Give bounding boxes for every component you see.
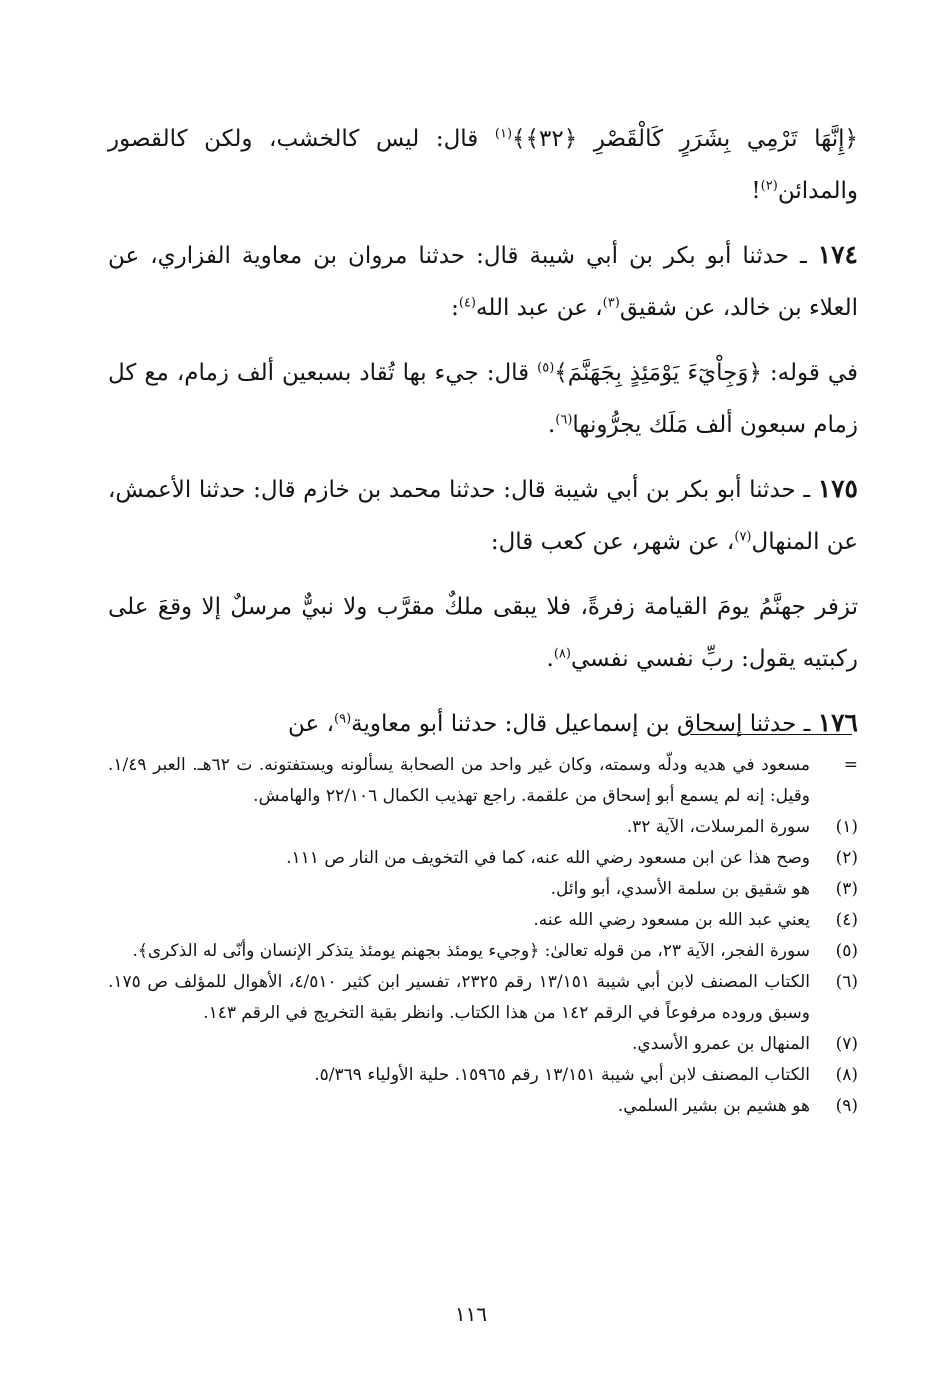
footnote-number: (١) — [835, 817, 858, 837]
footnote-number: (٢) — [835, 848, 858, 868]
hadith-number: ١٧٤ — [817, 240, 858, 269]
footnote-5 — [108, 936, 858, 967]
footnote-4 — [108, 905, 858, 936]
footnote-ref[interactable]: (٨) — [553, 646, 571, 662]
footnote-number: = — [843, 755, 858, 775]
footnote-text: هو هشيم بن بشير السلمي. — [617, 1096, 810, 1116]
footnote-text: هو شقيق بن سلمة الأسدي، أبو وائل. — [550, 879, 810, 899]
footnote-text: الكتاب المصنف لابن أبي شيبة ١٣/١٥١ رقم ٢٣٢٥، تفسير ابن كثير ٤/٥١٠، الأهوال للمؤلف ص ١٧٥. وسبق وروده مرفوعاً في الرقم ١٤٢ من هذا الكتاب. وانظر بقية التخريج في الرقم ١٤٣. — [108, 972, 811, 1023]
footnote-6 — [108, 967, 858, 1029]
paragraph-text: . — [547, 412, 556, 438]
footnote-ref[interactable]: (١) — [494, 126, 513, 142]
footnote-ref[interactable]: (٧) — [734, 529, 752, 545]
paragraph-text: ، عن شهر، عن كعب قال: — [490, 529, 735, 555]
footnote-8 — [108, 1060, 858, 1091]
footnote-text: سورة المرسلات، الآية ٣٢. — [626, 817, 810, 837]
footnote-ref[interactable]: (٢) — [760, 178, 778, 194]
footnote-number: (٤) — [835, 910, 858, 930]
footnote-9 — [108, 1091, 858, 1122]
footnote-ref[interactable]: (٦) — [555, 412, 573, 428]
footnote-text: سورة الفجر، الآية ٢٣، من قوله تعالىٰ: ﴿وجيء يومئذ بجهنم يومئذ يتذكر الإنسان وأنّى له الذكرى﴾. — [132, 941, 810, 961]
footnote-number: (٣) — [835, 879, 858, 899]
footnote-ref[interactable]: (٤) — [458, 295, 476, 311]
main-text — [108, 112, 858, 762]
quran-quote: ﴿إِنَّهَا تَرْمِي بِشَرَرٍ كَالْقَصْرِ ﴿٣٢﴾﴾ — [512, 126, 858, 152]
footnote-2 — [108, 843, 858, 874]
paragraph-text: تزفر جهنَّمُ يومَ القيامة زفرةً، فلا يبقى ملكٌ مقرَّب ولا نبيٌّ مرسلٌ إلا وقعَ على ركبتيه يقول: ربِّ نفسي نفسي — [108, 594, 858, 672]
footnote-number: (٩) — [835, 1096, 858, 1116]
footnote-number: (٥) — [835, 941, 858, 961]
footnote-7 — [108, 1029, 858, 1060]
footnote-number: (٨) — [835, 1065, 858, 1085]
hadith-number: ١٧٥ — [817, 474, 858, 503]
footnote-text: الكتاب المصنف لابن أبي شيبة ١٣/١٥١ رقم ١٥٩٦٥. حلية الأولياء ٥/٣٦٩. — [314, 1065, 810, 1085]
paragraph-text: في قوله: ﴿وَجِاْيٓءَ يَوْمَئِذٍ بِجَهَنَّمَ﴾ — [554, 360, 858, 386]
footnote-continuation — [108, 750, 858, 812]
paragraph-176 — [108, 697, 858, 750]
paragraph-1 — [108, 112, 858, 217]
paragraph-text: ـ حدثنا أبو بكر بن أبي شيبة قال: حدثنا محمد بن خازم قال: حدثنا الأعمش، عن المنهال — [108, 477, 858, 555]
footnotes — [108, 750, 858, 1122]
paragraph-text: : — [451, 295, 459, 321]
paragraph-text: ، عن عبد الله — [476, 295, 603, 321]
hadith-number: ١٧٦ — [817, 708, 858, 737]
paragraph-3 — [108, 346, 858, 451]
footnote-ref[interactable]: (٣) — [602, 295, 620, 311]
footnote-text: وصح هذا عن ابن مسعود رضي الله عنه، كما في التخويف من النار ص ١١١. — [286, 848, 810, 868]
paragraph-text: ـ حدثنا إسحاق بن إسماعيل قال: حدثنا أبو معاوية — [351, 711, 818, 737]
paragraph-text: ! — [751, 178, 761, 204]
footnote-3 — [108, 874, 858, 905]
footnote-ref[interactable]: (٩) — [334, 711, 352, 727]
footnote-text: يعني عبد الله بن مسعود رضي الله عنه. — [533, 910, 810, 930]
paragraph-text: قال: ليس كالخشب، ولكن كالقصور والمدائن — [108, 126, 858, 204]
paragraph-text: . — [546, 646, 554, 672]
paragraph-174 — [108, 229, 858, 334]
paragraph-5 — [108, 580, 858, 685]
footnote-text: مسعود في هديه ودلّه وسمته، وكان غير واحد من الصحابة يسألونه ويستفتونه. ت ٦٢هـ. العبر ١/٤٩. وقيل: إنه لم يسمع أبو إسحاق من علقمة. راجع تهذيب الكمال ٢٢/١٠٦ والهامش. — [108, 755, 810, 806]
footnote-text: المنهال بن عمرو الأسدي. — [632, 1034, 810, 1054]
paragraph-text: ـ حدثنا أبو بكر بن أبي شيبة قال: حدثنا مروان بن معاوية الفزاري، عن العلاء بن خالد، عن شقيق — [108, 243, 858, 321]
footnote-number: (٧) — [835, 1034, 858, 1054]
footnote-number: (٦) — [835, 972, 858, 992]
page-number: ١١٦ — [454, 1302, 488, 1326]
paragraph-text: ، عن — [288, 711, 335, 737]
footnote-1 — [108, 812, 858, 843]
paragraph-175 — [108, 463, 858, 568]
footnote-ref[interactable]: (٥) — [537, 360, 555, 376]
paragraph-text: قال: جيء بها تُقاد بسبعين ألف زمام، مع كل زمام سبعون ألف مَلَك يجرُّونها — [108, 360, 858, 438]
footnote-divider — [690, 734, 852, 735]
